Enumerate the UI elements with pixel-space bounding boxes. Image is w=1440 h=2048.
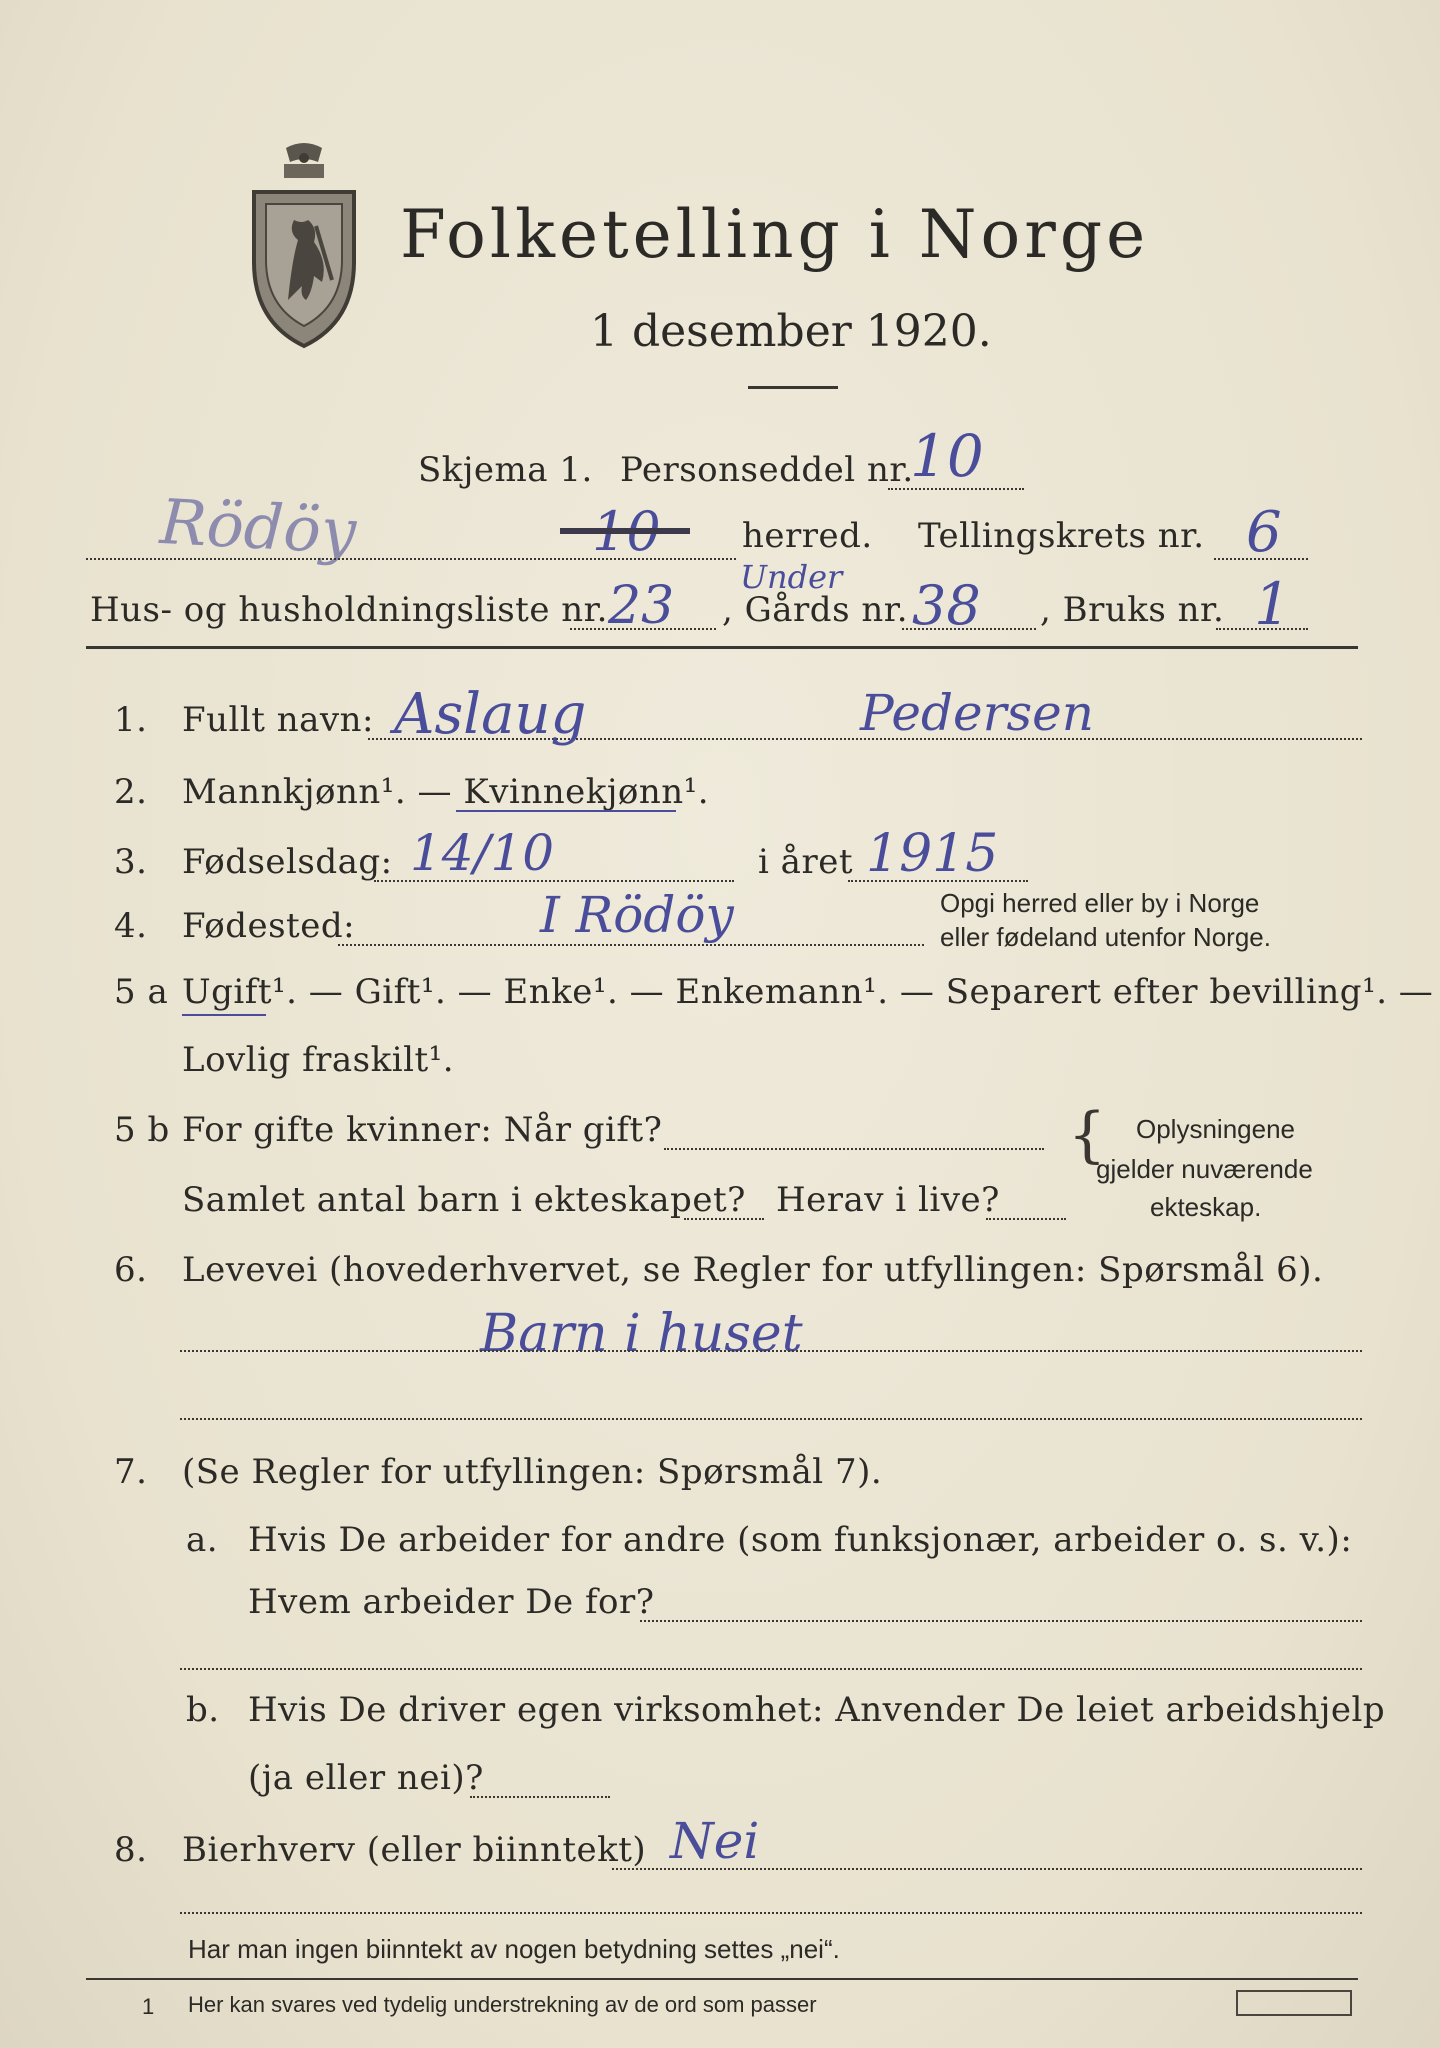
q4-value: I Rödöy	[540, 886, 734, 944]
q5b-alive-line	[986, 1218, 1066, 1220]
q5b-number: 5 b	[114, 1110, 170, 1150]
tellingskrets-label: Tellingskrets nr.	[918, 516, 1205, 556]
footer-note: Har man ingen biinntekt av nogen betydning settes „nei“.	[188, 1934, 840, 1964]
q5a-number: 5 a	[114, 972, 169, 1012]
form-date: 1 desember 1920.	[590, 306, 992, 357]
hus-label: Hus- og husholdningsliste nr.	[90, 590, 608, 630]
q6-line1	[180, 1350, 1362, 1352]
footnote-text: Her kan svares ved tydelig understrekning av de ord som passer	[188, 1992, 817, 2017]
q5b-brace: {	[1068, 1100, 1107, 1170]
q7-number: 7.	[114, 1452, 148, 1492]
q5a-line2: Lovlig fraskilt¹.	[182, 1040, 455, 1080]
q6-number: 6.	[114, 1250, 148, 1290]
header-rule	[86, 646, 1358, 649]
q6-line2	[180, 1418, 1362, 1420]
q5a-underline-ugift	[182, 1014, 266, 1016]
q7a-line2: Hvem arbeider De for?	[248, 1582, 655, 1622]
coat-of-arms-emblem	[246, 140, 362, 352]
q5b-note-line2: gjelder nuværende	[1096, 1154, 1313, 1184]
q7b-letter: b.	[186, 1690, 220, 1730]
gards-value: 38	[912, 574, 981, 637]
personseddel-label: Personseddel nr.	[620, 450, 914, 490]
printer-stamp	[1236, 1990, 1352, 2016]
q7b-line1: Hvis De driver egen virksomhet: Anvender De leiet arbeidshjelp	[248, 1690, 1386, 1730]
personseddel-value: 10	[910, 422, 984, 490]
q4-note-line2: eller fødeland utenfor Norge.	[940, 922, 1271, 952]
q4-label: Fødested:	[182, 906, 356, 946]
q4-line	[338, 944, 924, 946]
tellingskrets-value: 6	[1246, 500, 1282, 565]
q7a-line1: Hvis De arbeider for andre (som funksjonær, arbeider o. s. v.):	[248, 1520, 1353, 1560]
q5b-note-line1: Oplysningene	[1136, 1114, 1295, 1144]
herred-label: herred.	[742, 516, 873, 556]
q3-label: Fødselsdag:	[182, 842, 393, 882]
q3-value: 14/10	[410, 824, 555, 882]
q1-value-last: Pedersen	[860, 684, 1094, 742]
q5b-line2b: Herav i live?	[776, 1180, 1000, 1220]
q7a-line	[640, 1620, 1362, 1622]
q1-value-first: Aslaug	[394, 682, 587, 747]
q8-label: Bierhverv (eller biinntekt)	[182, 1830, 647, 1870]
skjema-label: Skjema 1.	[418, 450, 593, 490]
q6-label: Levevei (hovederhvervet, se Regler for utfyllingen: Spørsmål 6).	[182, 1250, 1324, 1290]
footnote-mark: 1	[142, 1994, 155, 2019]
q8-value: Nei	[670, 1812, 760, 1870]
q8-number: 8.	[114, 1830, 148, 1870]
herred-value: Rödöy	[158, 484, 358, 569]
q2-number: 2.	[114, 772, 148, 812]
q5b-line2a: Samlet antal barn i ekteskapet?	[182, 1180, 746, 1220]
strike-through	[560, 528, 690, 534]
q6-value: Barn i huset	[480, 1304, 803, 1364]
q5b-line1: For gifte kvinner: Når gift?	[182, 1110, 663, 1150]
q2-underline-kvinne	[456, 810, 676, 812]
q1-label: Fullt navn:	[182, 700, 374, 740]
bruks-value: 1	[1254, 570, 1291, 638]
bruks-label: , Bruks nr.	[1040, 590, 1225, 630]
hus-value: 23	[608, 576, 675, 636]
q5b-note-line3: ekteskap.	[1150, 1192, 1262, 1222]
q5b-when-line	[664, 1148, 1044, 1150]
gards-note: Under	[740, 558, 843, 596]
q5a-line1: Ugift¹. — Gift¹. — Enke¹. — Enkemann¹. — Separert efter bevilling¹. —	[182, 972, 1434, 1012]
q7a-letter: a.	[186, 1520, 219, 1560]
q4-note-line1: Opgi herred eller by i Norge	[940, 888, 1260, 918]
q1-number: 1.	[114, 700, 148, 740]
q7-label: (Se Regler for utfyllingen: Spørsmål 7).	[182, 1452, 883, 1492]
q5b-children-line	[684, 1218, 764, 1220]
q3-year-value: 1915	[866, 824, 999, 884]
herred-line	[86, 558, 736, 560]
title-divider	[748, 386, 838, 389]
q8-line-extra	[180, 1912, 1362, 1914]
herred-struck-value: 10	[592, 500, 661, 563]
footer-rule	[86, 1978, 1358, 1980]
q7b-line	[470, 1796, 610, 1798]
q3-number: 3.	[114, 842, 148, 882]
q2-label: Mannkjønn¹. — Kvinnekjønn¹.	[182, 772, 710, 812]
q3-year-label: i året	[758, 842, 853, 882]
gards-label: , Gårds nr.	[722, 590, 909, 630]
q4-number: 4.	[114, 906, 148, 946]
q7a-line-extra	[180, 1668, 1362, 1670]
form-title: Folketelling i Norge	[400, 196, 1150, 273]
q7b-line2: (ja eller nei)?	[248, 1758, 484, 1798]
